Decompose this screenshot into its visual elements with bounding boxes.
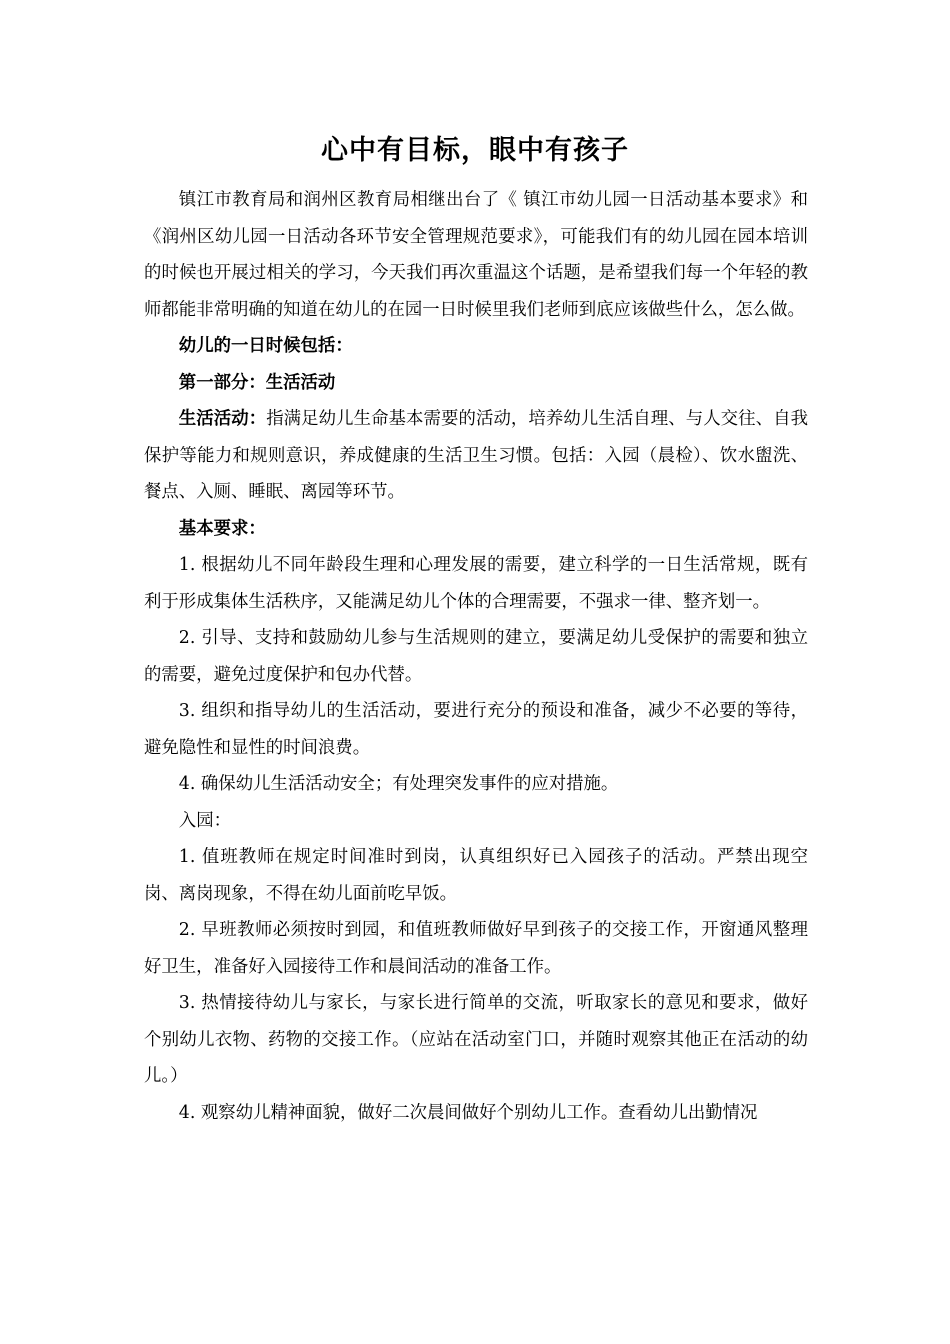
entry-heading: 入园： (178, 810, 231, 831)
part1-heading: 第一部分：生活活动 (178, 372, 336, 393)
basic-requirements-heading: 基本要求： (178, 518, 266, 539)
life-activity-text: 指满足幼儿生命基本需要的活动，培养幼儿生活自理、与人交往、自我保护等能力和规则意识，养成健康的生活卫生习惯。包括：入园（晨检）、饮水盥洗、餐点、入厕、睡眠、离园等环节。 (144, 409, 808, 502)
life-activity-label: 生活活动： (178, 409, 267, 429)
basic-item: 4. 确保幼儿生活活动安全；有处理突发事件的应对措施。 (178, 774, 619, 794)
basic-item: 3. 组织和指导幼儿的生活活动，要进行充分的预设和准备，减少不必要的等待，避免隐性和显性的时间浪费。 (144, 701, 808, 758)
entry-item: 4. 观察幼儿精神面貌，做好二次晨间做好个别幼儿工作。查看幼儿出勤情况 (178, 1102, 758, 1123)
basic-item: 1. 根据幼儿不同年龄段生理和心理发展的需要，建立科学的一日生活常规，既有利于形成集体生活秩序，又能满足幼儿个体的合理需要，不强求一律、整齐划一。 (144, 555, 808, 612)
document-title: 心中有目标，眼中有孩子 (321, 135, 629, 166)
life-activity-paragraph (144, 401, 808, 511)
document-body (144, 182, 808, 1131)
daily-heading: 幼儿的一日时候包括： (178, 336, 353, 356)
entry-item: 1. 值班教师在规定时间准时到岗，认真组织好已入园孩子的活动。严禁出现空岗、离岗现象，不得在幼儿面前吃早饭。 (144, 847, 808, 904)
entry-item: 2. 早班教师必须按时到园，和值班教师做好早到孩子的交接工作，开窗通风整理好卫生，准备好入园接待工作和晨间活动的准备工作。 (144, 920, 808, 977)
basic-item: 2. 引导、支持和鼓励幼儿参与生活规则的建立，要满足幼儿受保护的需要和独立的需要，避免过度保护和包办代替。 (144, 628, 808, 685)
intro-paragraph: 镇江市教育局和润州区教育局相继出台了《 镇江市幼儿园一日活动基本要求》和《润州区幼儿园一日活动各环节安全管理规范要求》，可能我们有的幼儿园在园本培训的时候也开展过相关的学习，今天我们再次重温这个话题，是希望我们每一个年轻的教师都能非常明确的知道在幼儿的在园一日时候里我们老师到底应该做些什么，怎么做。 (144, 190, 808, 320)
entry-item: 3. 热情接待幼儿与家长，与家长进行简单的交流，听取家长的意见和要求，做好个别幼儿衣物、药物的交接工作。（应站在活动室门口，并随时观察其他正在活动的幼儿。） (144, 993, 808, 1086)
